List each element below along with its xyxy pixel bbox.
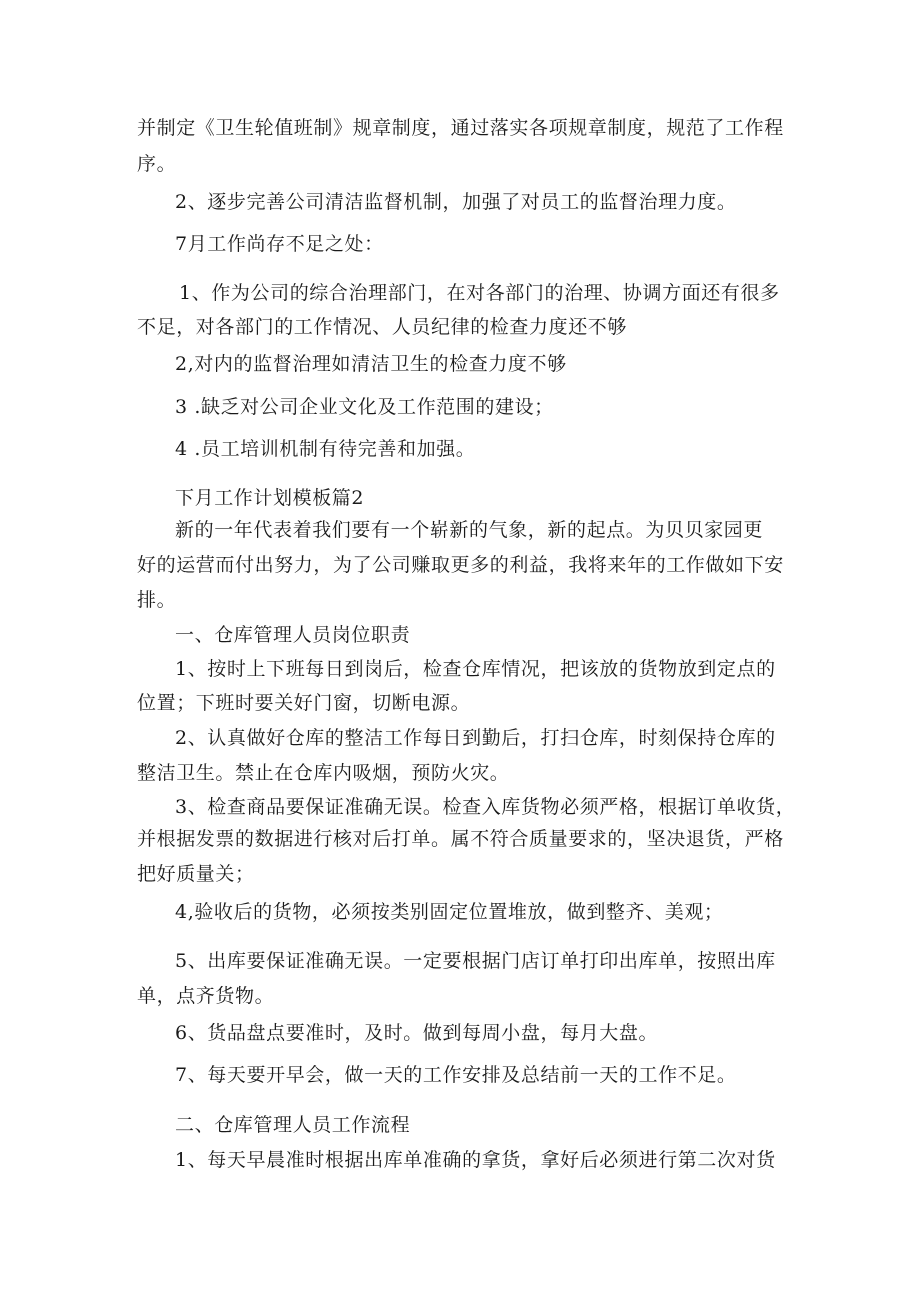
text-line: 2、逐步完善公司清洁监督机制，加强了对员工的监督治理力度。: [175, 191, 737, 213]
text-line: 3、检查商品要保证准确无误。检查入库货物必须严格，根据订单收货，: [175, 796, 796, 818]
text-line: 7、每天要开早会，做一天的工作安排及总结前一天的工作不足。: [175, 1064, 737, 1086]
text-line: 不足，对各部门的工作情况、人员纪律的检查力度还不够: [137, 316, 628, 338]
text-line: 1、按时上下班每日到岗后，检查仓库情况，把该放的货物放到定点的: [175, 658, 776, 680]
text-line: 3 .缺乏对公司企业文化及工作范围的建设；: [175, 396, 554, 418]
text-line: 并根据发票的数据进行核对后打单。属不符合质量要求的，坚决退货，严格: [137, 828, 784, 850]
text-line: 6、货品盘点要准时，及时。做到每周小盘，每月大盘。: [175, 1022, 659, 1044]
text-line: 序。: [137, 153, 177, 175]
section-heading: 一、仓库管理人员岗位职责: [175, 624, 411, 646]
text-line: 4 .员工培训机制有待完善和加强。: [175, 438, 476, 460]
text-line: 2、认真做好仓库的整洁工作每日到勤后，打扫仓库，时刻保持仓库的: [175, 727, 776, 749]
section-heading: 下月工作计划模板篇2: [175, 487, 365, 509]
text-line: 新的一年代表着我们要有一个崭新的气象，新的起点。为贝贝家园更: [175, 519, 764, 541]
section-heading: 二、仓库管理人员工作流程: [175, 1114, 411, 1136]
text-line: 1、每天早晨准时根据出库单准确的拿货，拿好后必须进行第二次对货: [175, 1149, 776, 1171]
text-line: 位置；下班时要关好门窗，切断电源。: [137, 692, 471, 714]
text-line: 整洁卫生。禁止在仓库内吸烟，预防火灾。: [137, 762, 510, 784]
text-line: 4,验收后的货物，必须按类别固定位置堆放，做到整齐、美观；: [175, 901, 724, 923]
text-line: 单，点齐货物。: [137, 985, 275, 1007]
text-line: 排。: [137, 589, 177, 611]
text-line: 5、出库要保证准确无误。一定要根据门店订单打印出库单，按照出库: [175, 950, 776, 972]
text-line: 把好质量关；: [137, 863, 255, 885]
text-line: 1、作为公司的综合治理部门，在对各部门的治理、协调方面还有很多: [179, 282, 780, 304]
section-heading: 7月工作尚存不足之处：: [175, 233, 384, 255]
text-line: 2,对内的监督治理如清洁卫生的检查力度不够: [175, 353, 567, 375]
text-line: 并制定《卫生轮值班制》规章制度，通过落实各项规章制度，规范了工作程: [137, 117, 784, 139]
text-line: 好的运营而付出努力，为了公司赚取更多的利益，我将来年的工作做如下安: [137, 554, 784, 576]
